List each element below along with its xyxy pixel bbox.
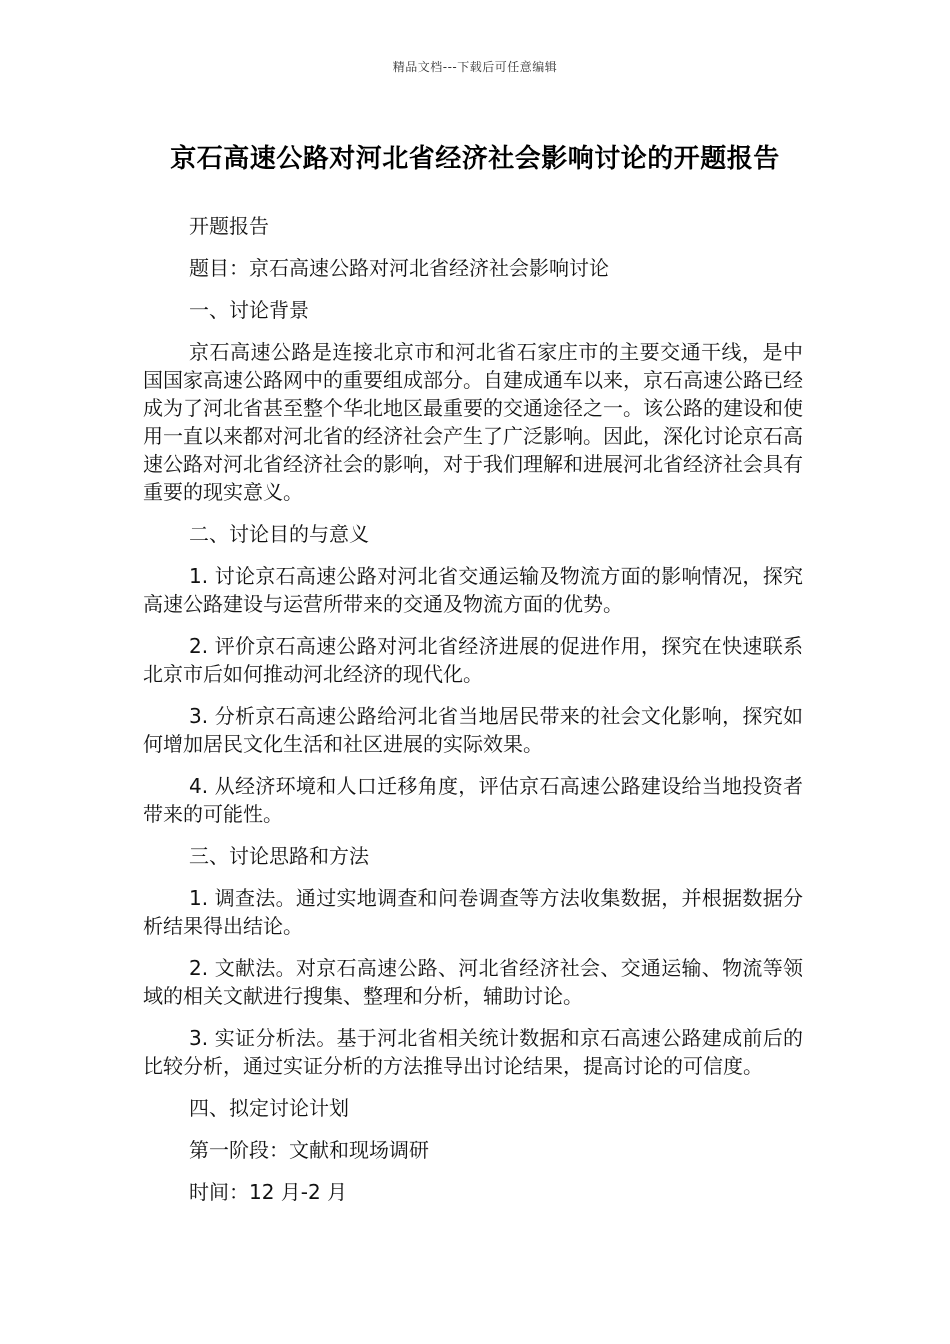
section-heading-methods: 三、讨论思路和方法 xyxy=(189,844,369,868)
paragraph-report-label: 开题报告 xyxy=(189,214,269,238)
document-title: 京石高速公路对河北省经济社会影响讨论的开题报告 xyxy=(170,144,780,174)
paragraph-purpose-1: 1. 讨论京石高速公路对河北省交通运输及物流方面的影响情况，探究高速公路建设与运营所带来的交通及物流方面的优势。 xyxy=(143,564,803,616)
paragraph-method-2: 2. 文献法。对京石高速公路、河北省经济社会、交通运输、物流等领域的相关文献进行搜集、整理和分析，辅助讨论。 xyxy=(143,956,803,1008)
paragraph-purpose-4: 4. 从经济环境和人口迁移角度，评估京石高速公路建设给当地投资者带来的可能性。 xyxy=(143,774,803,826)
paragraph-background: 京石高速公路是连接北京市和河北省石家庄市的主要交通干线，是中国国家高速公路网中的重要组成部分。自建成通车以来，京石高速公路已经成为了河北省甚至整个华北地区最重要的交通途径之一。该公路的建设和使用一直以来都对河北省的经济社会产生了广泛影响。因此，深化讨论京石高速公路对河北省经济社会的影响，对于我们理解和进展河北省经济社会具有重要的现实意义。 xyxy=(143,340,803,504)
paragraph-method-3: 3. 实证分析法。基于河北省相关统计数据和京石高速公路建成前后的比较分析，通过实证分析的方法推导出讨论结果，提高讨论的可信度。 xyxy=(143,1026,803,1078)
paragraph-purpose-3: 3. 分析京石高速公路给河北省当地居民带来的社会文化影响，探究如何增加居民文化生活和社区进展的实际效果。 xyxy=(143,704,803,756)
header-watermark: 精品文档---下载后可任意编辑 xyxy=(392,60,558,74)
paragraph-method-1: 1. 调查法。通过实地调查和问卷调查等方法收集数据，并根据数据分析结果得出结论。 xyxy=(143,886,803,938)
paragraph-purpose-2: 2. 评价京石高速公路对河北省经济进展的促进作用，探究在快速联系北京市后如何推动河北经济的现代化。 xyxy=(143,634,803,686)
paragraph-plan-time: 时间：12 月-2 月 xyxy=(189,1180,348,1204)
paragraph-plan-stage-1: 第一阶段：文献和现场调研 xyxy=(189,1138,429,1162)
section-heading-plan: 四、拟定讨论计划 xyxy=(189,1096,349,1120)
section-heading-purpose: 二、讨论目的与意义 xyxy=(189,522,369,546)
paragraph-topic: 题目：京石高速公路对河北省经济社会影响讨论 xyxy=(189,256,609,280)
section-heading-background: 一、讨论背景 xyxy=(189,298,309,322)
document-body xyxy=(143,212,803,1220)
